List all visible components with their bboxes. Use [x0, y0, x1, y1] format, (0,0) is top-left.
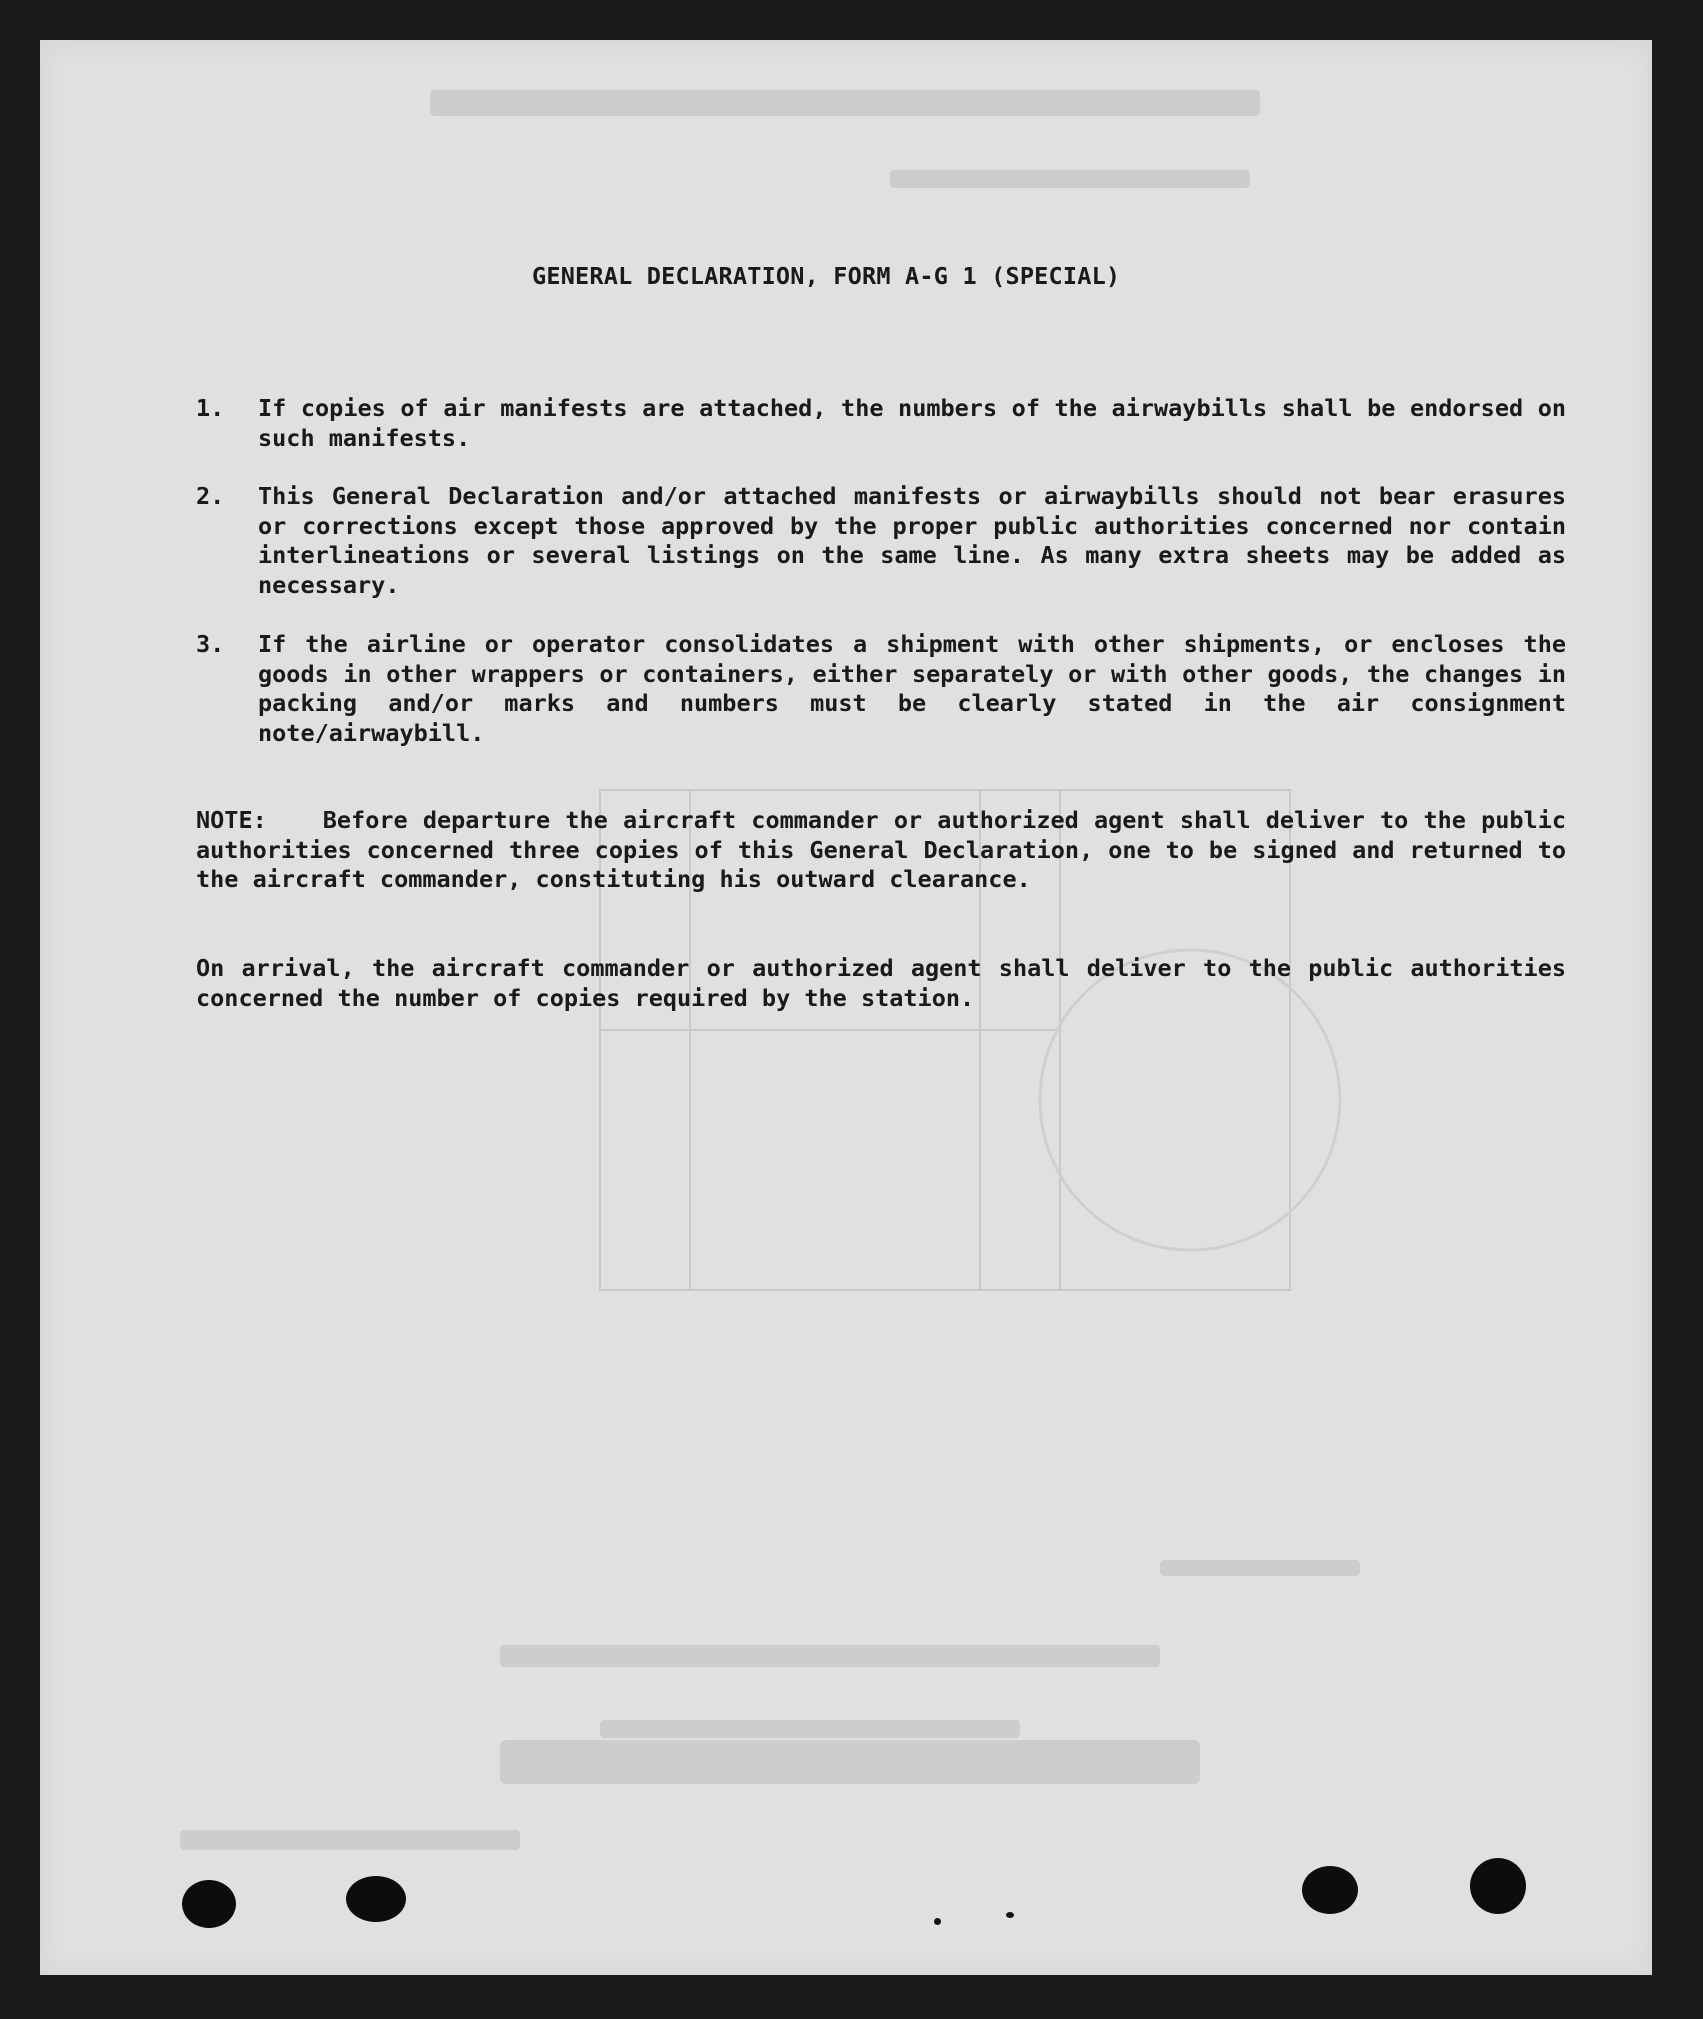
punch-hole: [346, 1876, 406, 1922]
item-number: 1.: [196, 394, 225, 422]
item-number: 2.: [196, 482, 225, 510]
punch-hole: [182, 1880, 236, 1928]
arrival-paragraph: On arrival, the aircraft commander or authorized agent shall deliver to the public authorities concerned the number of copies required by the station.: [196, 954, 1566, 1012]
note-text: Before departure the aircraft commander or authorized agent shall deliver to the public authorities concerned three copies of this General Declaration, one to be signed and returned to the aircraft commander, constituting his outward clearance.: [196, 806, 1566, 893]
punch-hole: [1302, 1866, 1358, 1914]
ink-speck: [934, 1918, 941, 1925]
note-paragraph: [196, 806, 1566, 895]
item-text: If copies of air manifests are attached, the numbers of the airwaybills shall be endorsed on such manifests.: [258, 394, 1566, 452]
ink-speck: [1006, 1912, 1014, 1918]
item-number: 3.: [196, 630, 225, 658]
item-text: This General Declaration and/or attached manifests or airwaybills should not bear erasures or corrections except those approved by the proper public authorities concerned nor contain interlineations or several listings on the same line. As many extra sheets may be added as necessary.: [258, 482, 1566, 599]
note-label: NOTE:: [196, 806, 267, 834]
document-page: [40, 40, 1652, 1975]
item-text: If the airline or operator consolidates a shipment with other shipments, or encloses the goods in other wrappers or containers, either separately or with other goods, the changes in packing and/or marks and numbers must be clearly stated in the air consignment note/airwaybill.: [258, 630, 1566, 747]
page-title: GENERAL DECLARATION, FORM A-G 1 (SPECIAL): [532, 262, 1121, 290]
document-body: [40, 40, 1652, 1975]
punch-hole: [1470, 1858, 1526, 1914]
